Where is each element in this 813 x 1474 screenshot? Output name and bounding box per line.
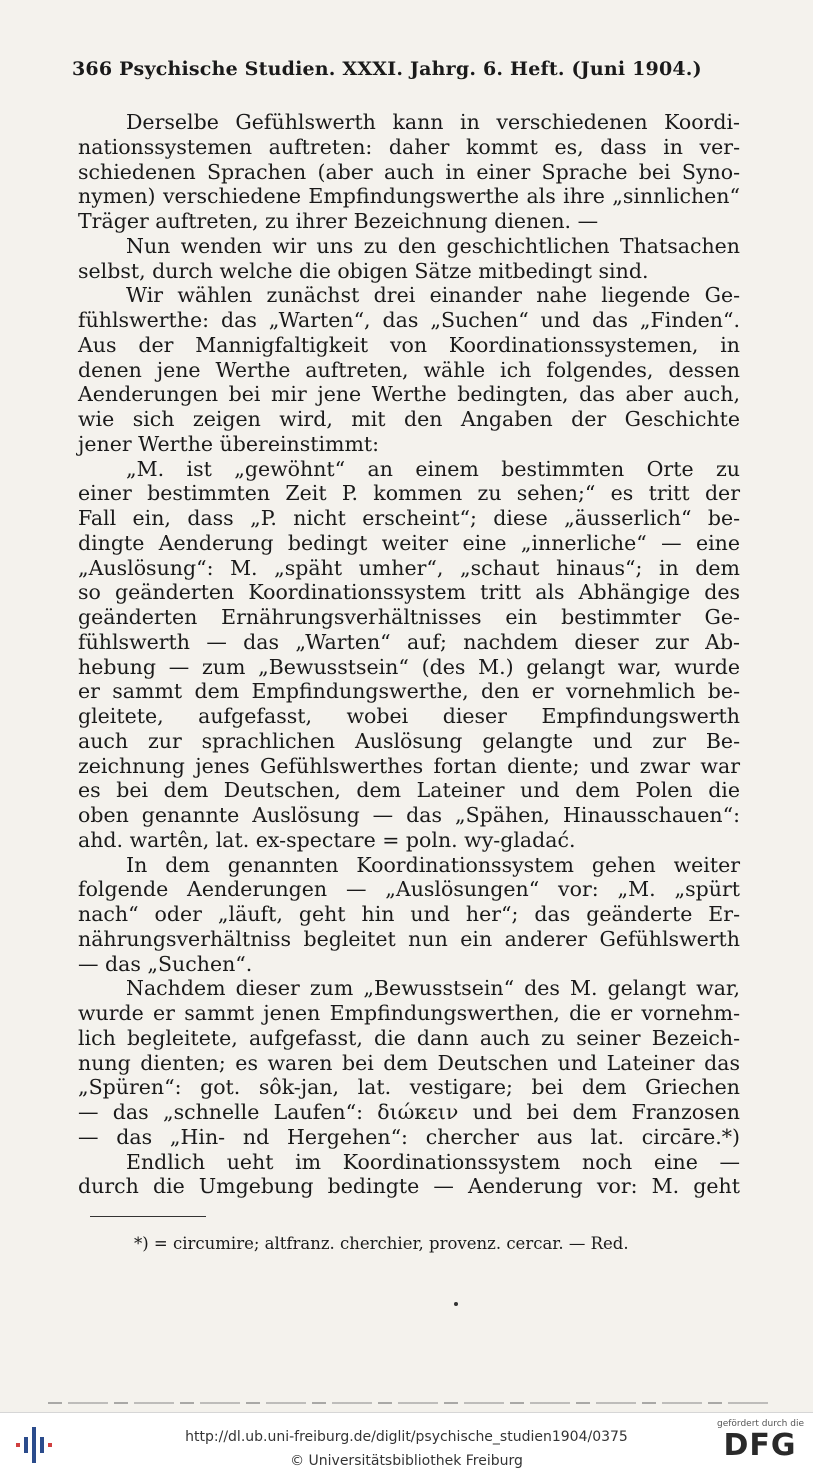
text-line: hebung — zum „Bewusstsein“ (des M.) gelangt war, wurde	[78, 654, 740, 679]
text-line: er sammt dem Empfindungswerthe, den er vornehmlich be-	[78, 679, 740, 704]
text-line: — das „Hin- nd Hergehen“: chercher aus lat. circāre.*)	[78, 1124, 740, 1149]
text-line: Träger auftreten, zu ihrer Bezeichnung dienen. —	[78, 209, 599, 233]
text-line: schiedenen Sprachen (aber auch in einer Sprache bei Syno-	[78, 159, 740, 184]
text-line: oben genannte Auslösung — das „Spähen, Hinausschauen“:	[78, 803, 740, 827]
page-url-link[interactable]: http://dl.ub.uni-freiburg.de/diglit/psychische_studien1904/0375	[185, 1429, 628, 1445]
text-line: einer bestimmten Zeit P. kommen zu sehen;“ es tritt der	[78, 481, 740, 506]
text-line: wie sich zeigen wird, mit den Angaben der Geschichte	[78, 407, 740, 431]
scan-edge-artifact	[48, 1402, 768, 1404]
text-line: Nun wenden wir uns zu den geschichtlichen Thatsachen	[126, 233, 740, 258]
text-line: durch die Umgebung bedingte — Aenderung vor: M. geht	[78, 1174, 740, 1199]
text-line: lich begleitete, aufgefasst, die dann auch zu seiner Bezeich-	[78, 1025, 740, 1050]
text-line: Wir wählen zunächst drei einander nahe liegende Ge-	[126, 283, 740, 308]
text-line: selbst, durch welche die obigen Sätze mitbedingt sind.	[78, 258, 649, 283]
text-line: geänderten Ernährungsverhältnisses ein bestimmter Ge-	[78, 605, 740, 629]
text-line: nymen) verschiedene Empfindungswerthe als ihre „sinnlichen“	[78, 184, 740, 209]
running-header: 366 Psychische Studien. XXXI. Jahrg. 6. Heft. (Juni 1904.)	[72, 58, 702, 80]
text-line: es bei dem Deutschen, dem Lateiner und dem Polen die	[78, 778, 740, 803]
text-line: Aenderungen bei mir jene Werthe bedingten, das aber auch,	[78, 382, 740, 407]
body-text	[78, 110, 740, 1199]
text-line: fühlswerth — das „Warten“ auf; nachdem dieser zur Ab-	[78, 629, 740, 654]
text-line: dingte Aenderung bedingt weiter eine „innerliche“ — eine	[78, 530, 740, 555]
text-line: nährungsverhältniss begleitet nun ein anderer Gefühlswerth	[78, 926, 740, 951]
text-line: denen jene Werthe auftreten, wähle ich folgendes, dessen	[78, 357, 740, 382]
text-line: „M. ist „gewöhnt“ an einem bestimmten Orte zu	[126, 456, 740, 481]
text-line: gleitete, aufgefasst, wobei dieser Empfindungswerth	[78, 704, 740, 728]
text-line: Fall ein, dass „P. nicht erscheint“; diese „äusserlich“ be-	[78, 506, 740, 530]
text-line: Derselbe Gefühlswerth kann in verschiedenen Koordi-	[126, 110, 740, 134]
text-line: Aus der Mannigfaltigkeit von Koordinationssystemen, in	[78, 332, 740, 357]
text-line: nung dienten; es waren bei dem Deutschen und Lateiner das	[78, 1050, 740, 1075]
text-line: jener Werthe übereinstimmt:	[78, 431, 380, 456]
text-line: „Auslösung“: M. „späht umher“, „schaut hinaus“; in dem	[78, 555, 740, 580]
text-line: nationssystemen auftreten: daher kommt es, dass in ver-	[78, 134, 740, 159]
text-line: so geänderten Koordinationssystem tritt als Abhängige des	[78, 580, 740, 605]
text-line: fühlswerthe: das „Warten“, das „Suchen“ und das „Finden“.	[78, 308, 740, 332]
dfg-logo-text: DFG	[723, 1428, 797, 1463]
text-line: Endlich ueht im Koordinationssystem noch eine —	[126, 1149, 740, 1174]
text-line: folgende Aenderungen — „Auslösungen“ vor: „M. „spürt	[78, 877, 740, 902]
dfg-logo	[717, 1419, 803, 1471]
footnote: *) = circumire; altfranz. cherchier, provenz. cercar. — Red.	[134, 1234, 629, 1253]
text-line: wurde er sammt jenen Empfindungswerthen, die er vornehm-	[78, 1001, 740, 1025]
text-line: — das „Suchen“.	[78, 951, 253, 976]
text-line: — das „schnelle Laufen“: διώκειν und bei dem Franzosen	[78, 1100, 740, 1124]
text-line: nach“ oder „läuft, geht hin und her“; das geänderte Er-	[78, 902, 740, 926]
text-line: zeichnung jenes Gefühlswerthes fortan diente; und zwar war	[78, 753, 740, 778]
text-line: ahd. wartên, lat. ex-spectare = poln. wy-gladać.	[78, 827, 576, 852]
text-line: auch zur sprachlichen Auslösung gelangte und zur Be-	[78, 728, 740, 753]
dfg-caption: gefördert durch die	[717, 1419, 804, 1429]
text-line: Nachdem dieser zum „Bewusstsein“ des M. gelangt war,	[126, 976, 740, 1001]
footnote-rule	[90, 1216, 206, 1217]
ink-spot	[454, 1302, 458, 1306]
text-line: „Spüren“: got. sôk-jan, lat. vestigare; bei dem Griechen	[78, 1075, 740, 1100]
copyright-notice: © Universitätsbibliothek Freiburg	[290, 1453, 523, 1469]
text-line: In dem genannten Koordinationssystem gehen weiter	[126, 852, 740, 877]
viewer-footer	[0, 1412, 813, 1474]
